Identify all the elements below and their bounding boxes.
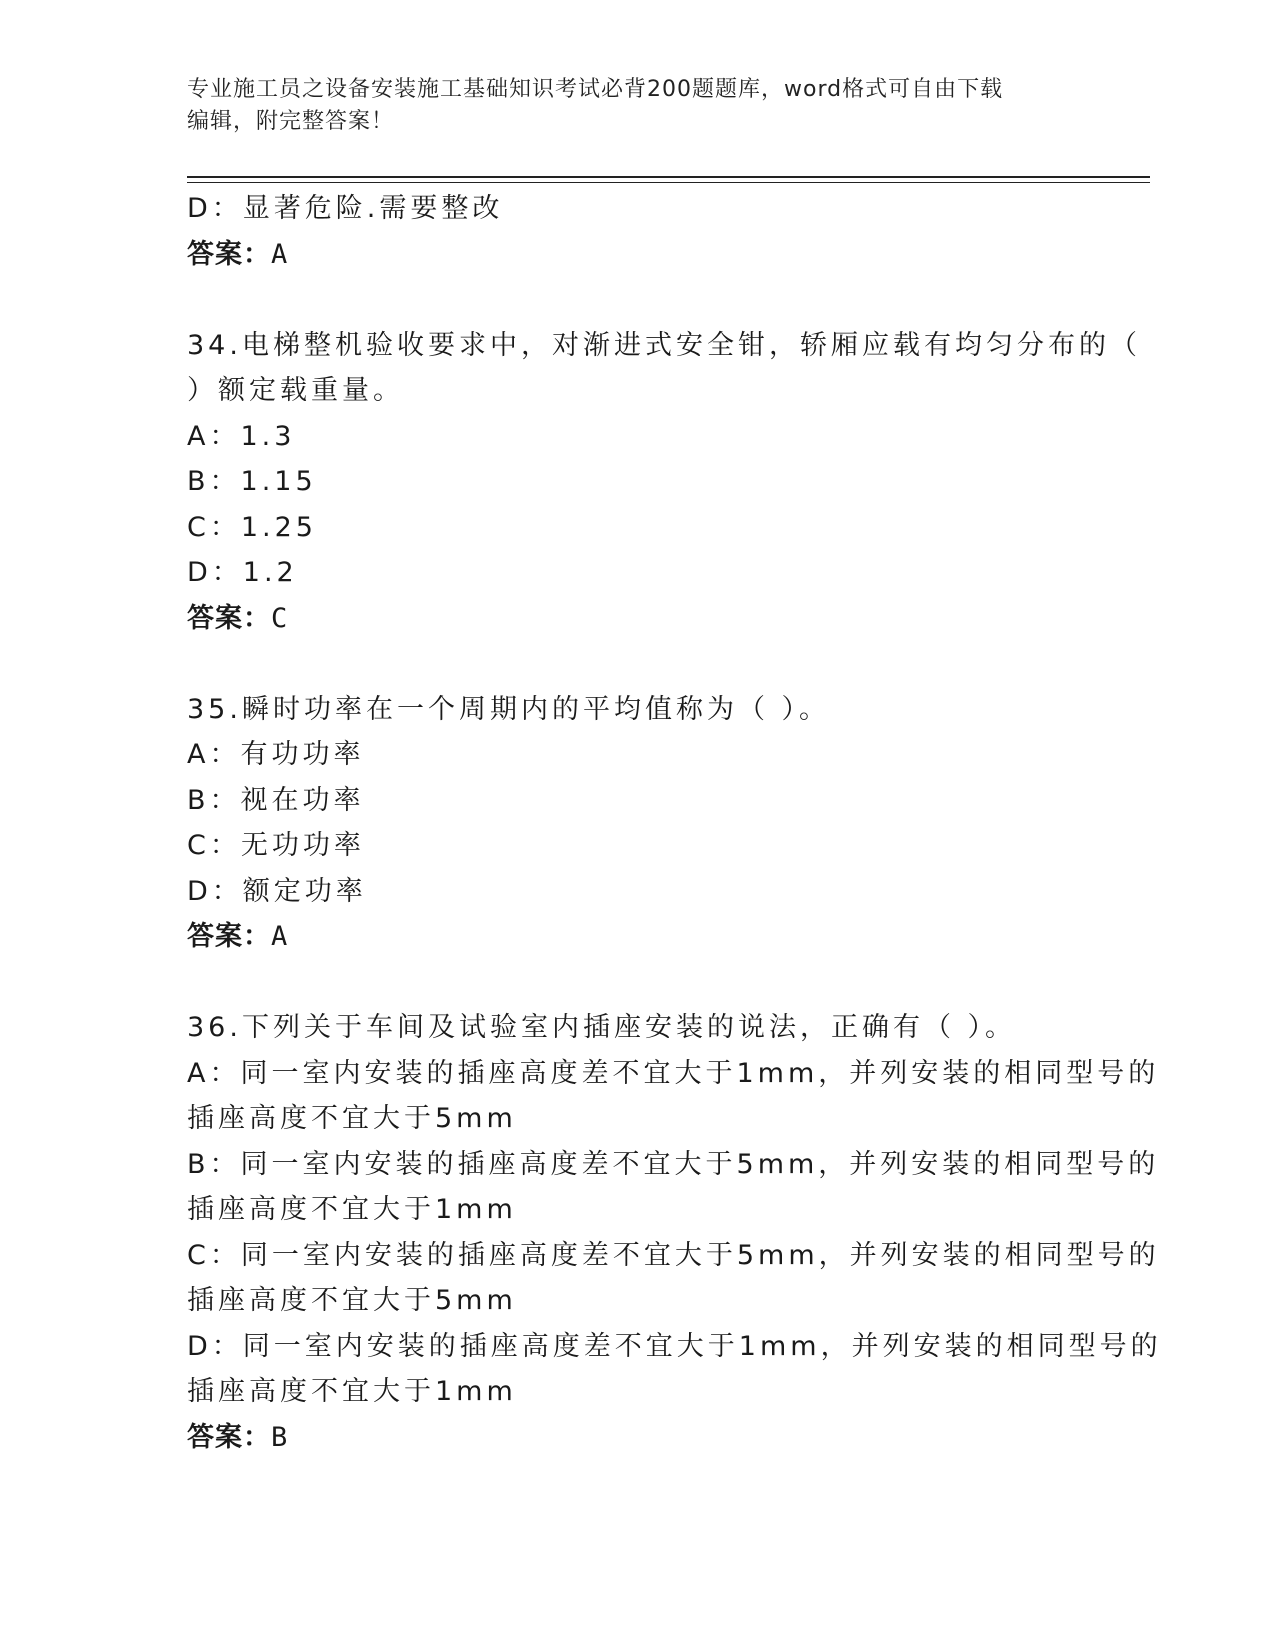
question-36 (187, 1005, 1162, 1460)
question-stem: 35.瞬时功率在一个周期内的平均值称为（ ）。 (187, 693, 831, 725)
answer-label: 答案： (187, 1421, 271, 1453)
header-divider-thin (187, 182, 1150, 183)
option-d-continued: 插座高度不宜大于1mm (187, 1376, 517, 1407)
question-35 (187, 687, 1087, 960)
option-c-continued: 插座高度不宜大于5mm (187, 1285, 517, 1316)
document-body (187, 186, 1162, 1460)
answer-label: 答案： (187, 602, 271, 634)
option-c: C：同一室内安装的插座高度差不宜大于5mm，并列安装的相同型号的 (187, 1239, 1160, 1271)
option-d: D：同一室内安装的插座高度差不宜大于1mm，并列安装的相同型号的 (187, 1330, 1162, 1362)
question-stem: 34.电梯整机验收要求中，对渐进式安全钳，轿厢应载有均匀分布的（ (187, 329, 1141, 361)
answer-label: 答案： (187, 238, 271, 270)
option-b: B：视在功率 (187, 784, 365, 816)
option-d: D：额定功率 (187, 875, 367, 907)
answer-label: 答案： (187, 921, 271, 952)
header-title-line-2: 编辑，附完整答案！ (187, 109, 395, 134)
spacer (187, 641, 1087, 687)
answer-line (187, 596, 1087, 642)
answer-value: B (271, 1421, 289, 1453)
question-33-tail (187, 186, 1087, 277)
question-stem-continued: ）额定载重量。 (187, 375, 404, 406)
option-a: A：有功功率 (187, 739, 365, 770)
option-b: B：1.15 (187, 466, 317, 497)
answer-line (187, 914, 1087, 960)
header-divider-thick (187, 176, 1150, 178)
option-a: A：同一室内安装的插座高度差不宜大于1mm，并列安装的相同型号的 (187, 1057, 1160, 1089)
spacer (187, 277, 1087, 323)
option-b-continued: 插座高度不宜大于1mm (187, 1194, 517, 1225)
option-c: C：1.25 (187, 511, 317, 543)
answer-line (187, 1415, 1087, 1461)
answer-value: A (271, 921, 289, 952)
option-d: D：显著危险.需要整改 (187, 193, 504, 224)
option-b: B：同一室内安装的插座高度差不宜大于5mm，并列安装的相同型号的 (187, 1148, 1160, 1180)
spacer (187, 960, 1087, 1006)
answer-line (187, 232, 1087, 278)
answer-value: C (271, 602, 289, 634)
answer-value: A (271, 238, 289, 270)
header-title-line-1: 专业施工员之设备安装施工基础知识考试必背200题题库，word格式可自由下载 (187, 77, 1004, 102)
question-34 (187, 323, 1141, 642)
question-stem: 36.下列关于车间及试验室内插座安装的说法，正确有（ ）。 (187, 1012, 1017, 1043)
option-a: A：1.3 (187, 420, 296, 452)
document-header (187, 74, 1087, 138)
option-c: C：无功功率 (187, 830, 365, 861)
option-d: D：1.2 (187, 557, 298, 588)
option-a-continued: 插座高度不宜大于5mm (187, 1103, 517, 1134)
